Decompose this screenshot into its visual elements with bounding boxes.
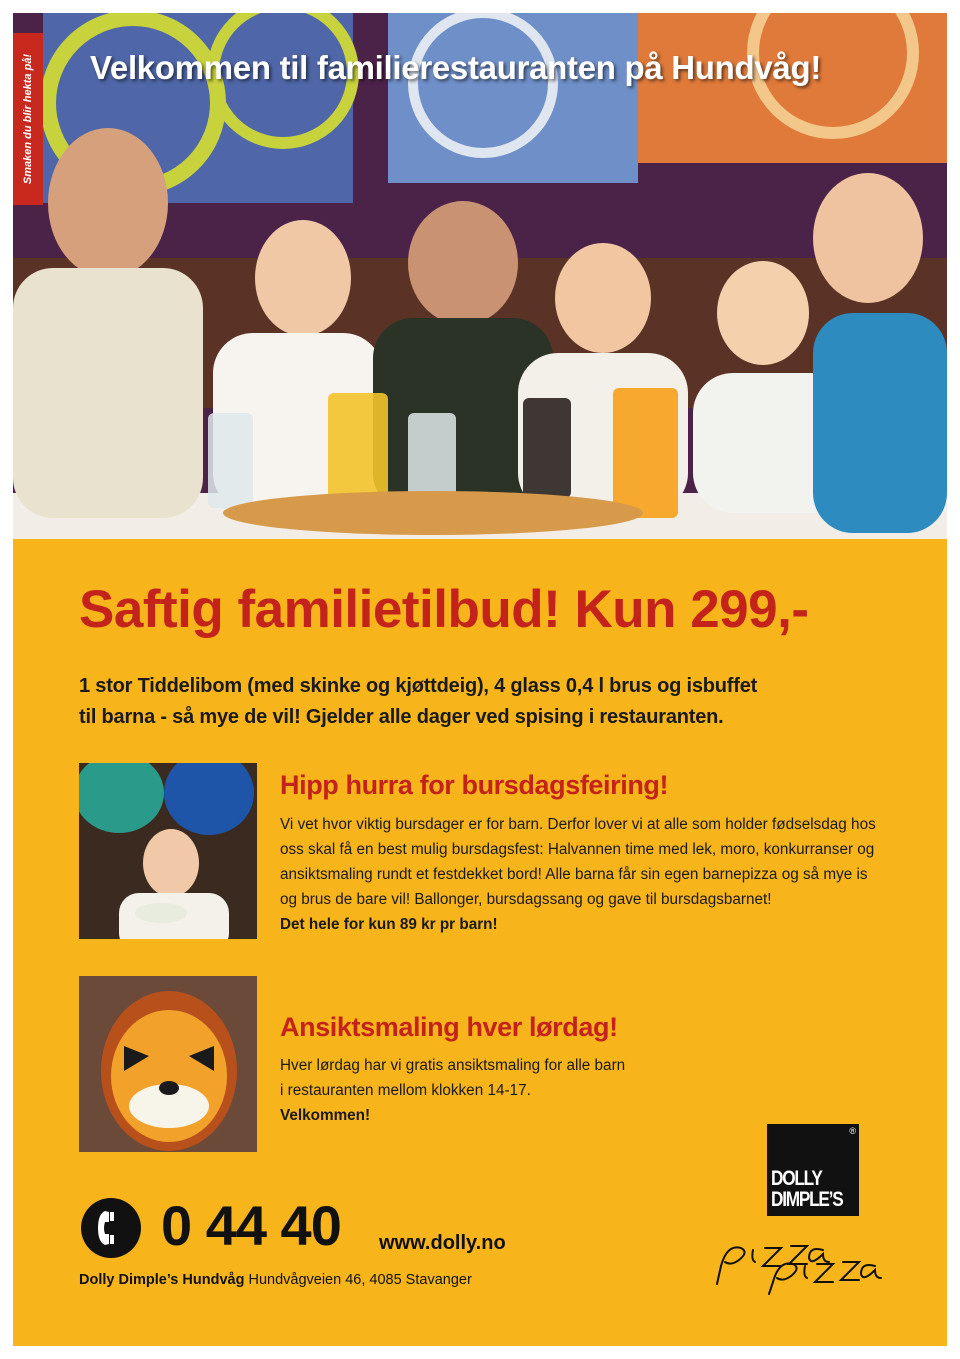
poster xyxy=(13,13,947,1346)
birthday-price: Det hele for kun 89 kr pr barn! xyxy=(280,916,498,933)
facepaint-welcome: Velkommen! xyxy=(280,1107,371,1124)
street-address: Hundvågveien 46, 4085 Stavanger xyxy=(248,1272,472,1288)
phone-handset-icon xyxy=(81,1198,141,1258)
birthday-line: oss skal få en best mulig bursdagsfest: Halvannen time med lek, moro, konkurranser og xyxy=(280,841,875,858)
birthday-line: og brus de bare vil! Ballonger, bursdagssang og gave til bursdagsbarnet! xyxy=(280,891,772,908)
facepaint-description xyxy=(280,1053,700,1128)
offer-line: til barna - så mye de vil! Gjelder alle dager ved spising i restauranten. xyxy=(79,706,724,728)
pizza-pizza-script-icon xyxy=(713,1216,913,1296)
facepaint-title: Ansiktsmaling hver lørdag! xyxy=(280,1012,618,1042)
facepaint-line: Hver lørdag har vi gratis ansiktsmaling for alle barn xyxy=(280,1057,626,1074)
phone-number[interactable]: 0 44 40 xyxy=(161,1194,341,1257)
facepaint-photo xyxy=(79,976,257,1152)
side-tab-slogan: Smaken du blir hekta på! xyxy=(13,33,43,205)
facepaint-line: i restauranten mellom klokken 14-17. xyxy=(280,1082,531,1099)
dolly-dimples-logo xyxy=(767,1124,859,1216)
hero-title: Velkommen til familierestauranten på Hundvåg! xyxy=(90,49,822,86)
family-dining-illustration xyxy=(13,13,947,539)
registered-mark: ® xyxy=(849,1126,856,1136)
birthday-line: ansiktsmaling rundt et festdekket bord! Alle barna får sin egen barnepizza og så mye is xyxy=(280,866,868,883)
offer-title: Saftig familietilbud! Kun 299,- xyxy=(79,580,809,639)
restaurant-name: Dolly Dimple’s Hundvåg xyxy=(79,1272,245,1288)
birthday-description xyxy=(280,812,900,937)
offer-line: 1 stor Tiddelibom (med skinke og kjøttdeig), 4 glass 0,4 l brus og isbuffet xyxy=(79,675,758,697)
hero-photo xyxy=(13,13,947,539)
website-link[interactable]: www.dolly.no xyxy=(379,1232,506,1254)
birthday-line: Vi vet hvor viktig bursdager er for barn. Derfor lover vi at alle som holder fødselsdag hos xyxy=(280,816,876,833)
logo-brand-text: DOLLY DIMPLE’S xyxy=(771,1167,843,1211)
birthday-photo xyxy=(79,763,257,939)
offer-description xyxy=(79,671,869,733)
restaurant-address xyxy=(79,1272,472,1288)
birthday-title: Hipp hurra for bursdagsfeiring! xyxy=(280,770,669,800)
